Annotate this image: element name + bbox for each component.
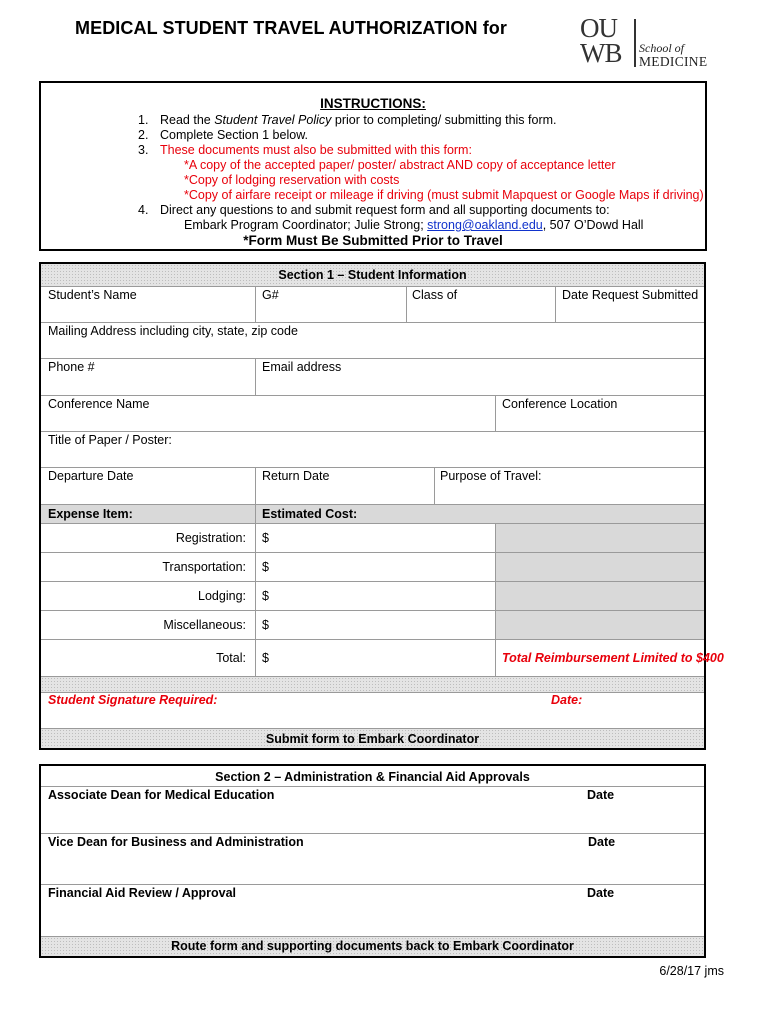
col-divider [255,467,256,504]
section-2-table [39,764,706,958]
row-divider [41,581,704,582]
col-divider [255,505,256,676]
contact-line [184,218,643,233]
item-number: 4. [138,203,149,217]
total-cost-field[interactable]: $ [262,651,269,665]
departure-date-field[interactable]: Departure Date [48,469,134,483]
row-divider [41,322,704,323]
row-divider [41,552,704,553]
row-divider [41,431,704,432]
contact-text: Embark Program Coordinator; Julie Strong; [184,218,428,232]
row-divider [41,286,704,287]
paper-title-field[interactable]: Title of Paper / Poster: [48,433,172,447]
vice-dean-signature-field[interactable]: Vice Dean for Business and Administration [48,835,304,849]
col-divider [406,286,407,322]
contact-email-link[interactable]: strong@oakland.edu [427,218,543,232]
col-divider [555,286,556,322]
student-signature-field[interactable]: Student Signature Required: [48,693,218,707]
item-text: These documents must also be submitted with this form: [160,143,472,157]
item-text: prior to completing/ submitting this form. [331,113,557,127]
estimated-cost-header: Estimated Cost: [262,507,358,521]
miscellaneous-label: Miscellaneous: [163,618,246,632]
reimbursement-limit-note: Total Reimbursement Limited to $400 [502,651,724,665]
total-label: Total: [216,651,246,665]
section-1-table [39,262,724,750]
required-doc-1: *A copy of the accepted paper/ poster/ abstract AND copy of acceptance letter [184,158,616,172]
registration-label: Registration: [175,531,246,545]
associate-dean-date-field[interactable]: Date [587,788,615,802]
lodging-cost-field[interactable]: $ [262,589,269,603]
purpose-of-travel-field[interactable]: Purpose of Travel: [440,469,542,483]
policy-reference: Student Travel Policy [214,113,332,127]
item-text: Read the [160,113,215,127]
expense-header-shade [41,505,704,523]
miscellaneous-cost-field[interactable]: $ [262,618,269,632]
registration-cost-field[interactable]: $ [262,531,269,545]
logo-divider [634,19,636,67]
associate-dean-signature-field[interactable]: Associate Dean for Medical Education [48,788,275,802]
section-2-title: Section 2 – Administration & Financial Aid Approvals [215,770,530,784]
item-number: 3. [138,143,149,157]
return-date-field[interactable]: Return Date [262,469,330,483]
row-divider [41,639,704,640]
row-divider [41,395,704,396]
col-divider [434,467,435,504]
students-name-field[interactable]: Student’s Name [48,288,137,302]
email-address-field[interactable]: Email address [262,360,342,374]
logo-ou: OU [580,13,617,43]
financial-aid-date-field[interactable]: Date [587,886,615,900]
item-number: 1. [138,113,149,127]
vice-dean-date-field[interactable]: Date [588,835,616,849]
mailing-address-field[interactable]: Mailing Address including city, state, zip code [48,324,298,338]
logo-school-of: School of [639,41,684,55]
section-1-title: Section 1 – Student Information [278,268,467,282]
contact-text: , 507 O’Dowd Hall [542,218,644,232]
col-divider [495,395,496,431]
item-number: 2. [138,128,149,142]
submission-deadline-note: *Form Must Be Submitted Prior to Travel [243,233,503,248]
instructions-heading: INSTRUCTIONS: [320,96,426,111]
conference-name-field[interactable]: Conference Name [48,397,150,411]
row-divider [41,358,704,359]
row-divider [41,467,704,468]
col-divider [255,358,256,395]
item-text: Complete Section 1 below. [160,128,309,142]
date-request-submitted-field[interactable]: Date Request Submitted [562,288,699,302]
document-title: MEDICAL STUDENT TRAVEL AUTHORIZATION for [75,18,507,38]
spacer-shade [41,677,704,692]
transportation-cost-field[interactable]: $ [262,560,269,574]
row-divider [41,884,704,885]
signature-date-field[interactable]: Date: [551,693,583,707]
required-doc-3: *Copy of airfare receipt or mileage if driving (must submit Mapquest or Google Maps if driving) [184,188,704,202]
route-form-note: Route form and supporting documents back to Embark Coordinator [171,939,574,953]
class-of-field[interactable]: Class of [412,288,458,302]
financial-aid-signature-field[interactable]: Financial Aid Review / Approval [48,886,237,900]
revision-date: 6/28/17 jms [659,964,724,978]
conference-location-field[interactable]: Conference Location [502,397,618,411]
row-divider [41,833,704,834]
lodging-label: Lodging: [198,589,246,603]
ouwb-logo [580,13,710,69]
instructions-box [39,81,707,251]
submit-form-note: Submit form to Embark Coordinator [265,732,480,746]
logo-medicine: MEDICINE [639,54,708,69]
logo-wb: WB [580,38,622,68]
row-divider [41,786,704,787]
required-doc-2: *Copy of lodging reservation with costs [184,173,400,187]
phone-field[interactable]: Phone # [48,360,95,374]
row-divider [41,610,704,611]
item-text: Direct any questions to and submit request form and all supporting documents to: [160,203,610,217]
transportation-label: Transportation: [162,560,246,574]
col-divider [255,286,256,322]
g-number-field[interactable]: G# [262,288,279,302]
expense-item-header: Expense Item: [48,507,133,521]
